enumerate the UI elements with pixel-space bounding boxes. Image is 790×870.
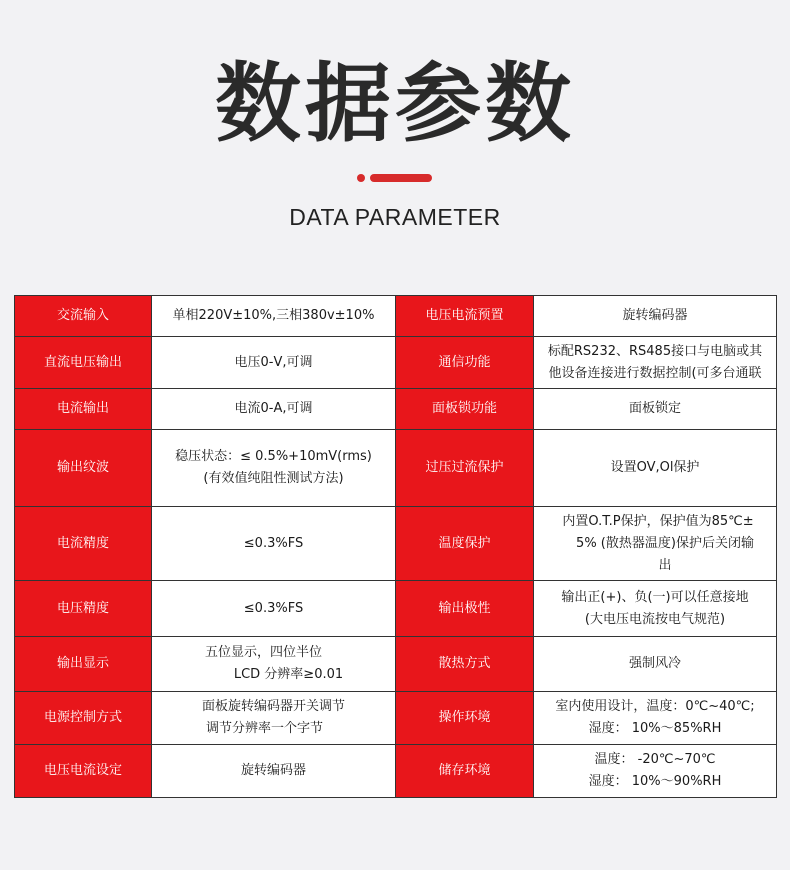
- table-row: [15, 296, 777, 337]
- param-value: 面板旋转编码器开关调节 调节分辨率一个字节: [152, 692, 396, 745]
- param-label: 过压过流保护: [396, 430, 534, 507]
- param-label: 电压电流设定: [15, 745, 152, 798]
- param-value: 内置O.T.P保护，保护值为85℃± 5% (散热器温度)保护后关闭输 出: [534, 507, 777, 581]
- table-row: [15, 745, 777, 798]
- param-label: 直流电压输出: [15, 337, 152, 389]
- param-label: 输出纹波: [15, 430, 152, 507]
- param-label: 储存环境: [396, 745, 534, 798]
- parameter-table: [14, 295, 777, 798]
- param-value: 室内使用设计，温度：0℃~40℃; 湿度： 10%～85%RH: [534, 692, 777, 745]
- table-row: [15, 507, 777, 581]
- param-label: 通信功能: [396, 337, 534, 389]
- param-value: 单相220V±10%,三相380v±10%: [152, 296, 396, 337]
- param-label: 操作环境: [396, 692, 534, 745]
- table-row: [15, 637, 777, 692]
- param-label: 输出显示: [15, 637, 152, 692]
- param-value: 强制风冷: [534, 637, 777, 692]
- param-label: 电压精度: [15, 581, 152, 637]
- page-subtitle: DATA PARAMETER: [289, 204, 501, 230]
- param-value: 旋转编码器: [534, 296, 777, 337]
- param-label: 输出极性: [396, 581, 534, 637]
- table-row: [15, 581, 777, 637]
- param-label: 交流输入: [15, 296, 152, 337]
- page-title: 数据参数: [215, 54, 575, 154]
- param-value: 电流0-A,可调: [152, 389, 396, 430]
- param-label: 散热方式: [396, 637, 534, 692]
- param-value: 标配RS232、RS485接口与电脑或其 他设备连接进行数据控制(可多台通联: [534, 337, 777, 389]
- param-value: 电压0-V,可调: [152, 337, 396, 389]
- param-value: 温度： -20℃~70℃ 湿度： 10%～90%RH: [534, 745, 777, 798]
- param-label: 电流输出: [15, 389, 152, 430]
- param-value: 输出正(+)、负(一)可以任意接地 (大电压电流按电气规范): [534, 581, 777, 637]
- param-label: 面板锁功能: [396, 389, 534, 430]
- param-value: 稳压状态：≤ 0.5%+10mV(rms) (有效值纯阻性测试方法): [152, 430, 396, 507]
- divider-bar: [370, 174, 432, 182]
- param-value: 旋转编码器: [152, 745, 396, 798]
- param-label: 电压电流预置: [396, 296, 534, 337]
- table-row: [15, 389, 777, 430]
- param-value: 面板锁定: [534, 389, 777, 430]
- param-value: ≤0.3%FS: [152, 507, 396, 581]
- param-label: 电源控制方式: [15, 692, 152, 745]
- table-row: [15, 692, 777, 745]
- param-label: 温度保护: [396, 507, 534, 581]
- param-value: 设置OV,Ol保护: [534, 430, 777, 507]
- param-value: ≤0.3%FS: [152, 581, 396, 637]
- param-value: 五位显示，四位半位 LCD 分辨率≥0.01: [152, 637, 396, 692]
- divider-dot: [357, 174, 365, 182]
- table-row: [15, 337, 777, 389]
- param-label: 电流精度: [15, 507, 152, 581]
- table-row: [15, 430, 777, 507]
